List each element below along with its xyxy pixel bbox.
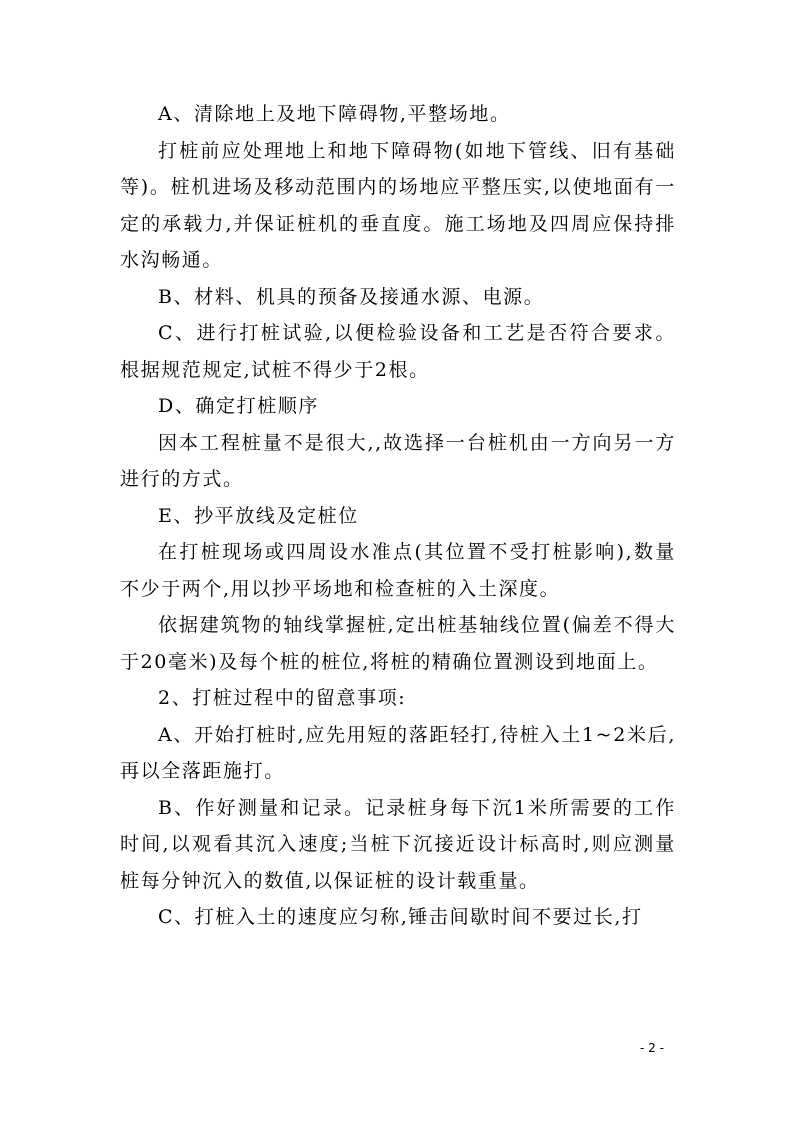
paragraph-a-clear-obstacles: A、清除地上及地下障碍物,平整场地。 [158,103,511,125]
paragraph-b-materials: B、材料、机具的预备及接通水源、电源。 [158,285,545,308]
paragraph-section-2-heading: 2、打桩过程中的留意事项: [158,687,407,709]
paragraph-order-details: 因本工程桩量不是很大,,故选择一台桩机由一方向另一方进行的方式。 [120,431,676,490]
paragraph-a-start-piling: A、开始打桩时,应先用短的落距轻打,待桩入土1~2米后,再以全落距施打。 [120,723,676,782]
paragraph-d-piling-order: D、确定打桩顺序 [158,395,320,417]
page-number: - 2 - [640,1041,664,1055]
paragraph-c-test-piling: C、进行打桩试验,以便检验设备和工艺是否符合要求。根据规范规定,试桩不得少于2根。 [120,322,676,381]
document-body [120,96,676,936]
paragraph-axis-control: 依据建筑物的轴线掌握桩,定出桩基轴线位置(偏差不得大于20毫米)及每个桩的桩位,将桩的精确位置测设到地面上。 [120,614,676,673]
paragraph-b-measure-record: B、作好测量和记录。记录桩身每下沉1米所需要的工作时间,以观看其沉入速度;当桩下沉接近设计标高时,则应测量桩每分钟沉入的数值,以保证桩的设计载重量。 [120,796,676,892]
paragraph-c-speed: C、打桩入土的速度应匀称,锤击间歇时间不要过长,打 [158,906,643,928]
paragraph-benchmark: 在打桩现场或四周设水准点(其位置不受打桩影响),数量不少于两个,用以抄平场地和检查桩的入土深度。 [120,541,676,600]
paragraph-e-layout: E、抄平放线及定桩位 [158,504,359,527]
paragraph-obstacle-details: 打桩前应处理地上和地下障碍物(如地下管线、旧有基础等)。桩机进场及移动范围内的场地应平整压实,以使地面有一定的承载力,并保证桩机的垂直度。施工场地及四周应保持排水沟畅通。 [120,139,676,271]
